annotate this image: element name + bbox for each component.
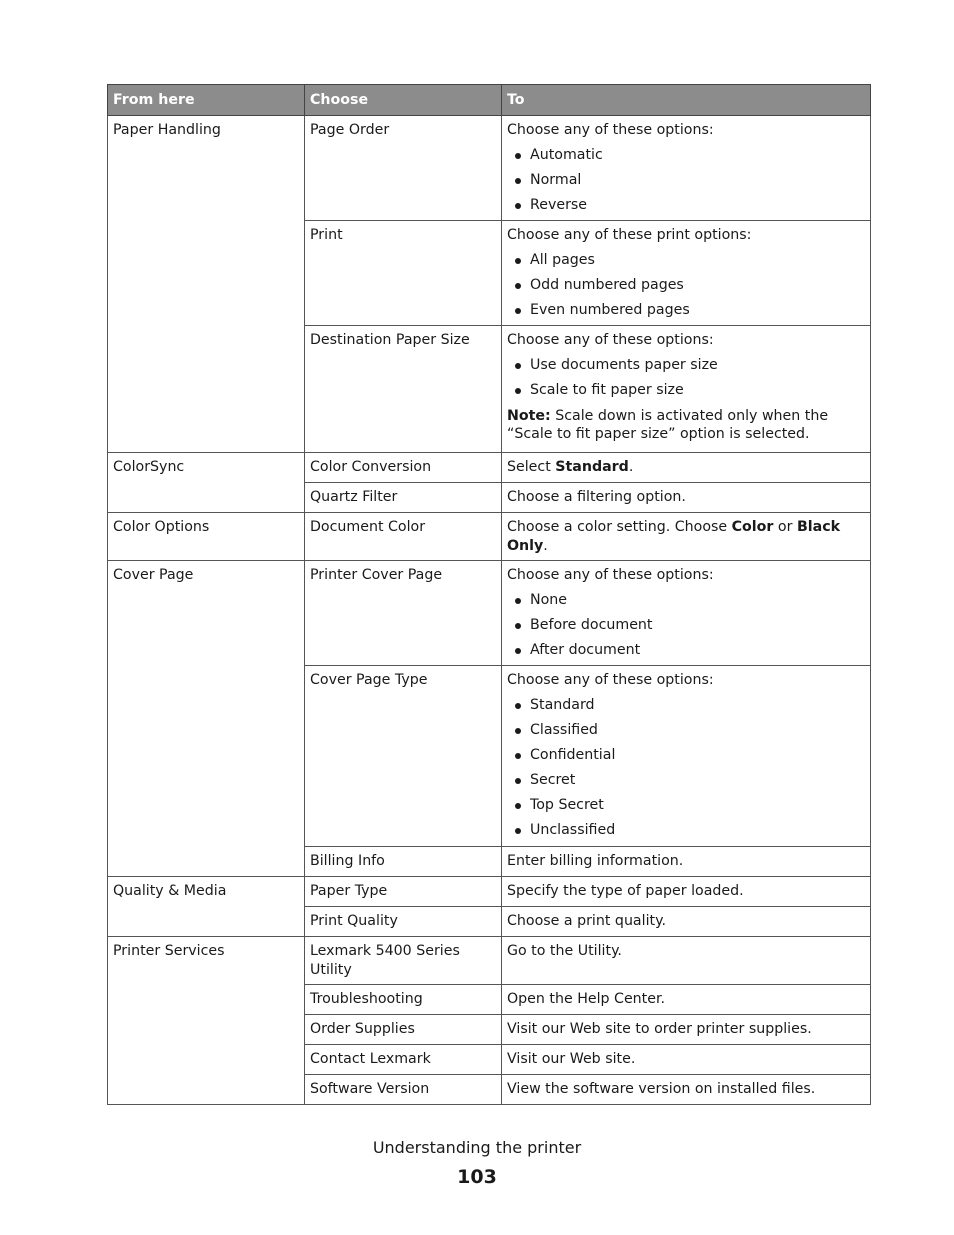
choose-printer-cover-page: Printer Cover Page bbox=[305, 561, 502, 666]
list-item: Classified bbox=[507, 721, 865, 740]
bullet-icon bbox=[515, 388, 521, 394]
table-row bbox=[108, 116, 871, 221]
choose-order-supplies: Order Supplies bbox=[305, 1015, 502, 1045]
to-page-order bbox=[502, 116, 871, 221]
list-item: Normal bbox=[507, 171, 865, 190]
table-row bbox=[108, 561, 871, 666]
list-item: Automatic bbox=[507, 146, 865, 165]
bullet-icon bbox=[515, 753, 521, 759]
options-intro: Choose any of these print options: bbox=[507, 227, 752, 243]
choose-destination-paper-size: Destination Paper Size bbox=[305, 326, 502, 453]
options-list bbox=[507, 356, 865, 400]
list-item: Secret bbox=[507, 771, 865, 790]
options-list bbox=[507, 696, 865, 840]
options-intro: Choose any of these options: bbox=[507, 122, 714, 138]
choose-document-color: Document Color bbox=[305, 513, 502, 561]
bullet-icon bbox=[515, 623, 521, 629]
bullet-icon bbox=[515, 598, 521, 604]
list-item: Standard bbox=[507, 696, 865, 715]
note-label: Note: bbox=[507, 408, 551, 424]
from-color-options: Color Options bbox=[108, 513, 305, 561]
to-document-color: Choose a color setting. Choose Color or Black Only. bbox=[502, 513, 871, 561]
choose-quartz-filter: Quartz Filter bbox=[305, 483, 502, 513]
list-item: Reverse bbox=[507, 196, 865, 215]
to-contact-lexmark: Visit our Web site. bbox=[502, 1045, 871, 1075]
bullet-icon bbox=[515, 308, 521, 314]
list-item: After document bbox=[507, 641, 865, 660]
bullet-icon bbox=[515, 178, 521, 184]
list-item: None bbox=[507, 591, 865, 610]
options-list bbox=[507, 591, 865, 660]
list-item: Confidential bbox=[507, 746, 865, 765]
list-item: Top Secret bbox=[507, 796, 865, 815]
page-number: 103 bbox=[457, 1166, 497, 1188]
options-intro: Choose any of these options: bbox=[507, 567, 714, 583]
bullet-icon bbox=[515, 778, 521, 784]
list-item: Unclassified bbox=[507, 821, 865, 840]
header-choose: Choose bbox=[305, 85, 502, 116]
to-order-supplies: Visit our Web site to order printer supplies. bbox=[502, 1015, 871, 1045]
note-text: Note: Scale down is activated only when the “Scale to fit paper size” option is selected. bbox=[507, 408, 829, 442]
list-item: All pages bbox=[507, 251, 865, 270]
bullet-icon bbox=[515, 283, 521, 289]
bullet-icon bbox=[515, 203, 521, 209]
to-color-conversion: Select Standard. bbox=[502, 453, 871, 483]
choose-utility: Lexmark 5400 Series Utility bbox=[305, 937, 502, 985]
options-list bbox=[507, 146, 865, 215]
print-options-table bbox=[107, 84, 871, 1105]
bullet-icon bbox=[515, 363, 521, 369]
to-print-quality: Choose a print quality. bbox=[502, 907, 871, 937]
table-header-row bbox=[108, 85, 871, 116]
list-item: Even numbered pages bbox=[507, 301, 865, 320]
bullet-icon bbox=[515, 828, 521, 834]
from-colorsync: ColorSync bbox=[108, 453, 305, 513]
to-software-version: View the software version on installed files. bbox=[502, 1075, 871, 1105]
bullet-icon bbox=[515, 728, 521, 734]
choose-print: Print bbox=[305, 221, 502, 326]
bullet-icon bbox=[515, 803, 521, 809]
to-cover-page-type bbox=[502, 666, 871, 847]
table-row bbox=[108, 937, 871, 985]
choose-troubleshooting: Troubleshooting bbox=[305, 985, 502, 1015]
to-billing-info: Enter billing information. bbox=[502, 847, 871, 877]
table-row bbox=[108, 453, 871, 483]
bullet-icon bbox=[515, 648, 521, 654]
list-item: Scale to fit paper size bbox=[507, 381, 865, 400]
to-quartz-filter: Choose a filtering option. bbox=[502, 483, 871, 513]
options-intro: Choose any of these options: bbox=[507, 672, 714, 688]
to-utility: Go to the Utility. bbox=[502, 937, 871, 985]
options-list bbox=[507, 251, 865, 320]
choose-paper-type: Paper Type bbox=[305, 877, 502, 907]
list-item: Before document bbox=[507, 616, 865, 635]
to-print bbox=[502, 221, 871, 326]
to-destination-paper-size bbox=[502, 326, 871, 453]
bullet-icon bbox=[515, 153, 521, 159]
from-cover-page: Cover Page bbox=[108, 561, 305, 877]
to-paper-type: Specify the type of paper loaded. bbox=[502, 877, 871, 907]
bullet-icon bbox=[515, 258, 521, 264]
choose-print-quality: Print Quality bbox=[305, 907, 502, 937]
from-quality-media: Quality & Media bbox=[108, 877, 305, 937]
choose-page-order: Page Order bbox=[305, 116, 502, 221]
from-printer-services: Printer Services bbox=[108, 937, 305, 1105]
choose-cover-page-type: Cover Page Type bbox=[305, 666, 502, 847]
header-from-here: From here bbox=[108, 85, 305, 116]
from-paper-handling: Paper Handling bbox=[108, 116, 305, 453]
options-intro: Choose any of these options: bbox=[507, 332, 714, 348]
bullet-icon bbox=[515, 703, 521, 709]
table-row bbox=[108, 513, 871, 561]
choose-billing-info: Billing Info bbox=[305, 847, 502, 877]
choose-color-conversion: Color Conversion bbox=[305, 453, 502, 483]
footer-section-title: Understanding the printer bbox=[372, 1138, 582, 1157]
to-troubleshooting: Open the Help Center. bbox=[502, 985, 871, 1015]
to-printer-cover-page bbox=[502, 561, 871, 666]
choose-contact-lexmark: Contact Lexmark bbox=[305, 1045, 502, 1075]
header-to: To bbox=[502, 85, 871, 116]
choose-software-version: Software Version bbox=[305, 1075, 502, 1105]
list-item: Odd numbered pages bbox=[507, 276, 865, 295]
table-row bbox=[108, 877, 871, 907]
list-item: Use documents paper size bbox=[507, 356, 865, 375]
